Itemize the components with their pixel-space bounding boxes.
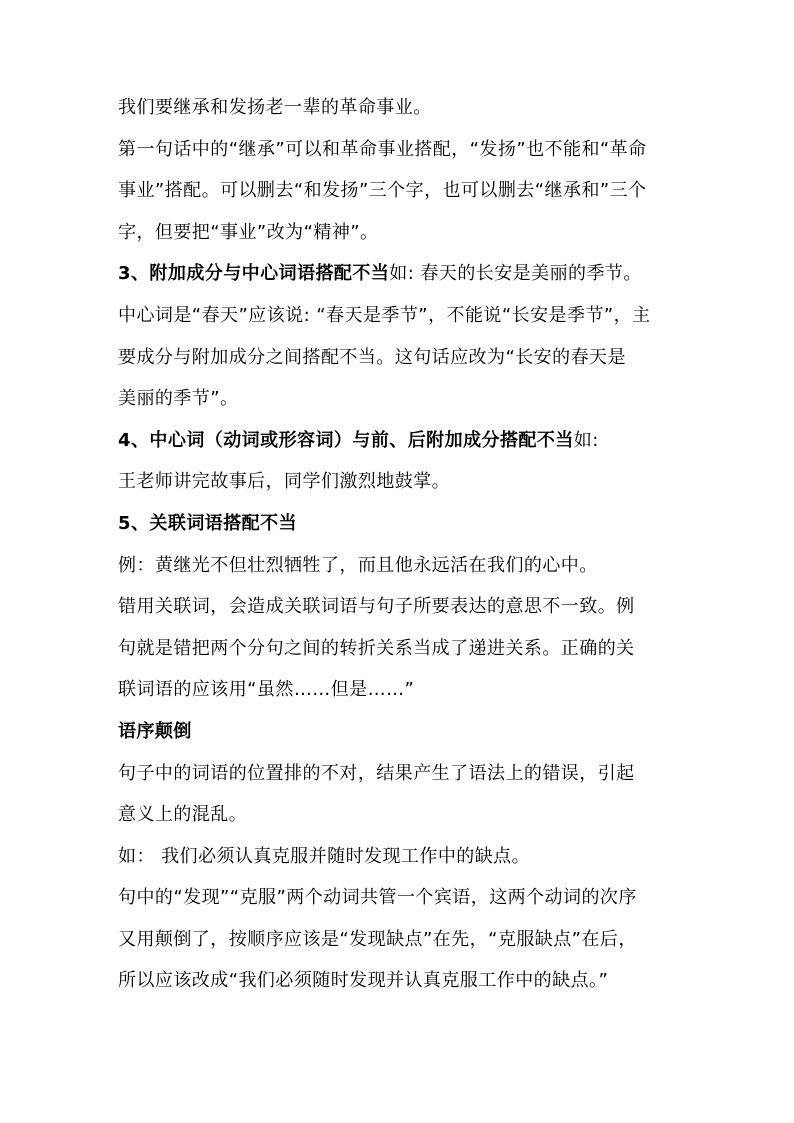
- body-text-line: 美丽的季节”。: [118, 388, 239, 410]
- body-text-line: 意义上的混乱。: [118, 804, 248, 826]
- section-5-heading: 5、关联词语搭配不当: [118, 512, 298, 534]
- body-text-line: 句子中的词语的位置排的不对，结果产生了语法上的错误，引起: [118, 762, 635, 784]
- body-text-line: 例：黄继光不但壮烈牺牲了，而且他永远活在我们的心中。: [118, 554, 598, 576]
- section-3-example: 如: 春天的长安是美丽的季节。: [389, 263, 642, 285]
- section-3-line: [118, 262, 678, 286]
- body-text-line: 要成分与附加成分之间搭配不当。这句话应改为“长安的春天是: [118, 346, 626, 368]
- body-text-line: 中心词是“春天”应该说: “春天是季节”，不能说“长安是季节”，主: [118, 304, 651, 326]
- body-text-line: 所以应该改成“我们必须随时发现并认真克服工作中的缺点。”: [118, 970, 609, 992]
- body-text-line: 如： 我们必须认真克服并随时发现工作中的缺点。: [118, 845, 531, 867]
- body-text-line: 第一句话中的“继承”可以和革命事业搭配，“发扬”也不能和“革命: [118, 138, 647, 160]
- body-text-line: 又用颠倒了，按顺序应该是“发现缺点”在先，“克服缺点”在后，: [118, 928, 637, 950]
- section-3-heading: 3、附加成分与中心词语搭配不当: [118, 263, 390, 285]
- body-text-line: 字，但要把“事业”改为“精神”。: [118, 221, 379, 243]
- body-text-line: 王老师讲完故事后，同学们激烈地鼓掌。: [118, 471, 451, 493]
- body-text-line: 句就是错把两个分句之间的转折关系当成了递进关系。正确的关: [118, 637, 635, 659]
- body-text-line: 联词语的应该用“虽然……但是……”: [118, 679, 415, 701]
- word-order-heading: 语序颠倒: [118, 720, 192, 742]
- document-page: [118, 96, 678, 1011]
- body-text-line: 错用关联词，会造成关联词语与句子所要表达的意思不一致。例: [118, 596, 635, 618]
- section-4-line: [118, 429, 678, 453]
- body-text-line: 句中的“发现”“克服”两个动词共管一个宾语，这两个动词的次序: [118, 887, 637, 909]
- section-4-example-label: 如:: [573, 429, 599, 451]
- body-text-line: 我们要继承和发扬老一辈的革命事业。: [118, 97, 432, 118]
- body-text-line: 事业”搭配。可以删去“和发扬”三个字，也可以删去“继承和”三个: [118, 180, 647, 202]
- section-4-heading: 4、中心词（动词或形容词）与前、后附加成分搭配不当: [118, 429, 574, 451]
